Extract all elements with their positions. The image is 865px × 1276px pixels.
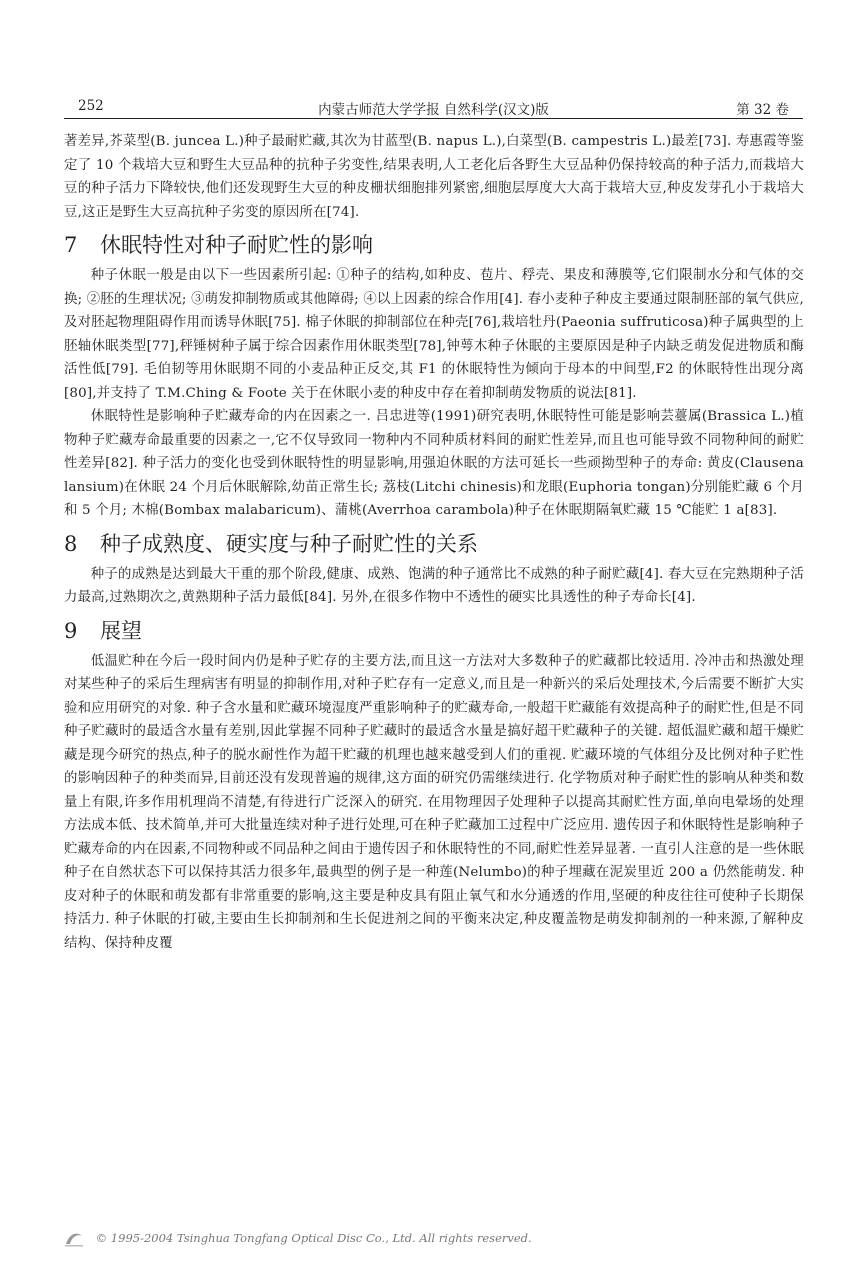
section-7-paragraph-1: 种子休眠一般是由以下一些因素所引起: ①种子的结构,如种皮、苞片、稃壳、果皮和薄膜等,它们限制水分和气体的交换; ②胚的生理状况; ③萌发抑制物质或其他障碍; ④以上因素的综合作用[4]. 春小麦种子种皮主要通过限制胚部的氧气供应,及对胚起物理阻碍作用而诱导休眠[75]. 棉子休眠的抑制部位在种壳[76],栽培牡丹(Paeonia suffruticosa)种子属典型的上胚轴休眠类型[77],秤锤树种子属于综合因素作用休眠类型[78],钟萼木种子休眠的主要原因是种子内缺乏萌发促进物质和酶活性低[79]. 毛伯韧等用休眠期不同的小麦品种正反交,其 F1 的休眠特性为倾向于母本的中间型,F2 的休眠特性出现分离[80],并支持了 T.M.Ching & Foote 关于在休眠小麦的种皮中存在着抑制萌发物质的说法[81]. [64,268,804,401]
section-title: 休眠特性对种子耐贮性的影响 [100,233,373,257]
page-number: 252 [78,98,104,114]
section-7-paragraph-2: 休眠特性是影响种子贮藏寿命的内在因素之一. 吕忠进等(1991)研究表明,休眠特性可能是影响芸薹属(Brassica L.)植物种子贮藏寿命最重要的因素之一,它不仅导致同一物种内不同种质材料间的耐贮性差异,而且也可能导致不同物种间的耐贮性差异[82]. 种子活力的变化也受到休眠特性的明显影响,用强迫休眠的方法可延长一些顽拗型种子的寿命: 黄皮(Clausena lansium)在休眠 24 个月后休眠解除,幼苗正常生长; 荔枝(Litchi chinesis)和龙眼(Euphoria tongan)分别能贮藏 6 个月和 5 个月; 木棉(Bombax malabaricum)、蒲桃(Averrhoa carambola)种子在休眠期隔氧贮藏 15 ℃能贮 1 a[83]. [64,409,804,518]
article-body [64,130,804,955]
section-number: 7 [64,233,78,257]
section-9-paragraph-1: 低温贮种在今后一段时间内仍是种子贮存的主要方法,而且这一方法对大多数种子的贮藏都比较适用. 冷冲击和热激处理对某些种子的采后生理病害有明显的抑制作用,对种子贮存有一定意义,而且是一种新兴的采后处理技术,今后需要不断扩大实验和应用研究的对象. 种子含水量和贮藏环境湿度严重影响种子的贮藏寿命,一般超干贮藏能有效提高种子的耐贮性,但是不同种子贮藏时的最适含水量有差别,因此掌握不同种子贮藏时的最适含水量是搞好超干贮藏种子的关键. 超低温贮藏和超干燥贮藏是现今研究的热点,种子的脱水耐性作为超干贮藏的机理也越来越受到人们的重视. 贮藏环境的气体组分及比例对种子贮性的影响因种子的种类而异,目前还没有发现普遍的规律,这方面的研究仍需继续进行. 化学物质对种子耐贮性的影响从种类和数量上有限,许多作用机理尚不清楚,有待进行广泛深入的研究. 在用物理因子处理种子以提高其耐贮性方面,单向电晕场的处理方法成本低、技术简单,并可大批量连续对种子进行处理,可在种子贮藏加工过程中广泛应用. 遗传因子和休眠特性是影响种子贮藏寿命的内在因素,不同物种或不同品种之间由于遗传因子和休眠特性的不同,耐贮性差异显著. 一直引人注意的是一些休眠种子在自然状态下可以保持其活力很多年,最典型的例子是一种莲(Nelumbo)的种子埋藏在泥炭里近 200 a 仍然能萌发. 种皮对种子的休眠和萌发都有非常重要的影响,这主要是种皮具有阻止氧气和水分通透的作用,坚硬的种皮往往可使种子长期保持活力. 种子休眠的打破,主要由生长抑制剂和生长促进剂之间的平衡来决定,种皮覆盖物是萌发抑制剂的一种来源,了解种皮结构、保持种皮覆 [64,653,804,951]
copyright-footer [62,1228,532,1252]
volume-label: 第 32 卷 [736,102,789,118]
section-8-heading [64,529,804,559]
section-number: 9 [64,618,78,643]
section-title: 展望 [100,618,142,643]
copyright-text: © 1995-2004 Tsinghua Tongfang Optical Disc Co., Ltd. All rights reserved. [95,1231,532,1245]
section-number: 8 [64,531,78,556]
publisher-logo-icon [62,1228,86,1248]
section-9-heading [64,616,804,646]
journal-name: 内蒙古师范大学学报 自然科学(汉文)版 [318,102,549,118]
running-header [64,96,803,119]
intro-paragraph: 著差异,芥菜型(B. juncea L.)种子最耐贮藏,其次为甘蓝型(B. napus L.),白菜型(B. campestris L.)最差[73]. 寿惠霞等鉴定了 10 个栽培大豆和野生大豆品种的抗种子劣变性,结果表明,人工老化后各野生大豆品种仍保持较高的种子活力,而栽培大豆的种子活力下降较快,他们还发现野生大豆的种皮栅状细胞排列紧密,细胞层厚度大大高于栽培大豆,种皮发芽孔小于栽培大豆,这正是野生大豆高抗种子劣变的原因所在[74]. [64,134,804,220]
section-7-heading [64,230,804,260]
section-title: 种子成熟度、硬实度与种子耐贮性的关系 [100,531,478,556]
section-8-paragraph-1: 种子的成熟是达到最大干重的那个阶段,健康、成熟、饱满的种子通常比不成熟的种子耐贮藏[4]. 春大豆在完熟期种子活力最高,过熟期次之,黄熟期种子活力最低[84]. 另外,在很多作物中不透性的硬实比具透性的种子寿命长[4]. [64,566,804,605]
